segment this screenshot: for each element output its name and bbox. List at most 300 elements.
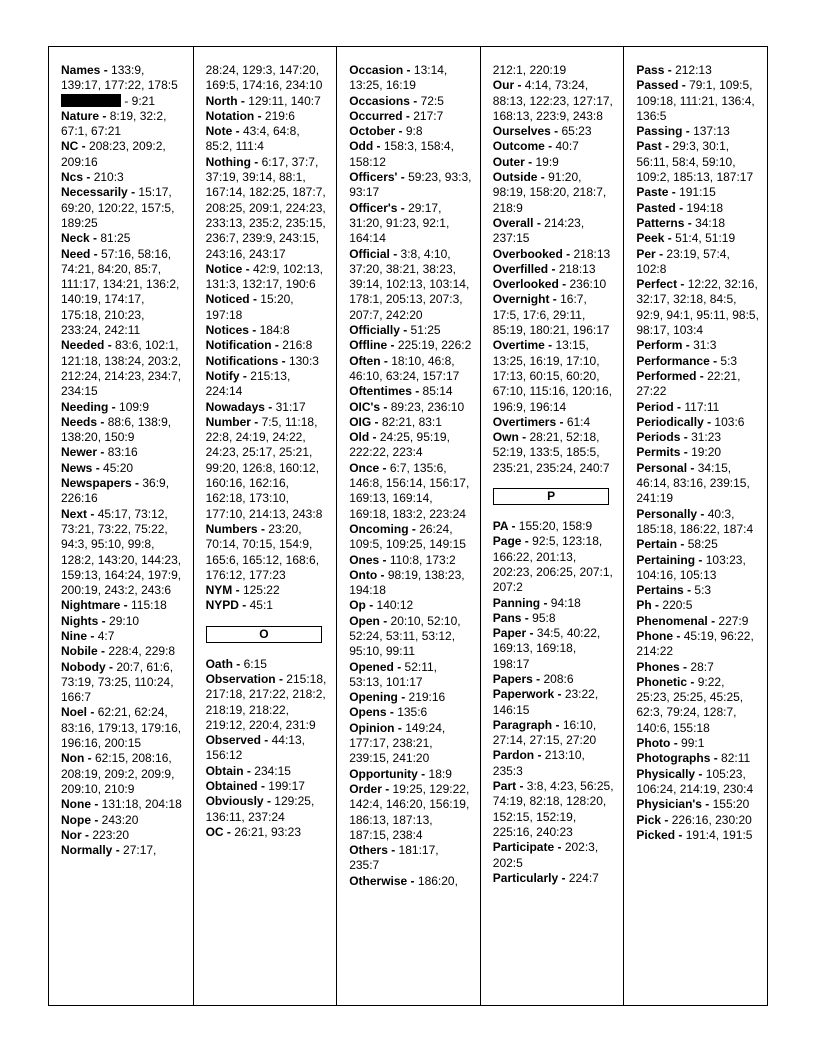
- index-term: NC: [61, 139, 79, 154]
- index-term: Paste: [636, 185, 669, 200]
- index-term: Overtimers: [492, 414, 557, 429]
- index-term: Once: [349, 460, 380, 475]
- index-refs: 98:19, 138:23, 194:18: [349, 567, 465, 598]
- index-term: Ones: [349, 552, 380, 567]
- index-refs: 191:4, 191:5: [685, 827, 753, 842]
- index-entry: Overtimers - 61:4: [492, 414, 591, 429]
- index-refs: 20:10, 52:10, 52:24, 53:11, 53:12, 95:10, 99:11: [349, 613, 461, 659]
- index-refs: 26:24, 109:5, 109:25, 149:15: [349, 521, 466, 552]
- index-term: Official: [349, 246, 390, 261]
- index-term: Officially: [349, 323, 400, 338]
- index-entry: Pans - 95:8: [492, 610, 556, 625]
- index-refs: 65:23: [561, 124, 592, 139]
- index-term: Often: [349, 353, 381, 368]
- index-refs: 45:19, 96:22, 214:22: [636, 628, 754, 659]
- index-refs: 34:15, 46:14, 83:16, 239:15, 241:19: [636, 460, 750, 506]
- index-term: Obtained: [205, 779, 258, 794]
- index-term: Paragraph: [492, 717, 553, 732]
- index-refs: 135:6: [397, 705, 428, 720]
- index-entry: Odd - 158:3, 158:4, 158:12: [349, 139, 454, 169]
- index-column: [336, 47, 480, 1005]
- index-entry: Often - 18:10, 46:8, 46:10, 63:24, 157:17: [349, 353, 460, 383]
- index-term: Oath: [205, 656, 233, 671]
- index-term: Occasions: [349, 93, 410, 108]
- index-refs: 129:11, 140:7: [248, 93, 321, 108]
- index-refs: 91:20, 98:19, 158:20, 218:7, 218:9: [492, 170, 607, 215]
- index-entry: Official - 3:8, 4:10, 37:20, 38:21, 38:23, 39:14, 102:13, 103:14, 178:1, 205:13, 207:3, 207:7, 242:20: [349, 246, 470, 322]
- index-refs: 234:15: [254, 763, 291, 778]
- index-refs: 85:14: [422, 384, 453, 399]
- index-entry: Non - 62:15, 208:16, 208:19, 209:2, 209:9, 209:10, 210:9: [61, 751, 175, 796]
- index-term: Nowadays: [205, 399, 265, 414]
- index-entry: PA - 155:20, 158:9: [492, 519, 593, 534]
- index-refs: 19:20: [691, 445, 722, 460]
- index-refs: 27:17,: [123, 843, 157, 858]
- index-refs: 45:17, 73:12, 73:21, 73:22, 75:22, 94:3, 95:10, 99:8, 128:2, 143:20, 144:23, 159:13, 164:24, 197:9, 200:19, 243:2, 243:6: [61, 506, 182, 598]
- index-entry: Paper - 34:5, 40:22, 169:13, 169:18, 198:17: [492, 626, 601, 671]
- index-column: [193, 47, 337, 1005]
- index-term: Obtain: [205, 763, 244, 778]
- index-term: Non: [61, 751, 85, 766]
- index-term: Occasion: [349, 63, 404, 77]
- index-term: Phenomenal: [636, 613, 708, 628]
- index-term: Number: [205, 414, 251, 429]
- index-entry: Officers' - 59:23, 93:3, 93:17: [349, 170, 472, 200]
- index-term: Pertain: [636, 537, 678, 552]
- index-entry: Overall - 214:23, 237:15: [492, 215, 585, 246]
- index-term: Opened: [349, 659, 394, 674]
- index-refs: 129:25, 136:11, 237:24: [205, 794, 315, 824]
- index-entry: OIG - 82:21, 83:1: [349, 414, 442, 429]
- index-entry: Obviously - 129:25, 136:11, 237:24: [205, 794, 315, 824]
- index-term: Opening: [349, 690, 398, 705]
- index-term: Overall: [492, 215, 534, 230]
- index-entry: Periodically - 103:6: [636, 414, 745, 429]
- index-term: Overfilled: [492, 261, 549, 276]
- index-term: Nobile: [61, 644, 98, 659]
- index-entry: Nope - 243:20: [61, 812, 139, 827]
- index-entry: Notice - 42:9, 102:13, 131:3, 132:17, 190:6: [205, 261, 324, 292]
- index-entry: Papers - 208:6: [492, 671, 574, 686]
- index-term: Next: [61, 506, 88, 521]
- index-refs: 216:8: [282, 338, 313, 353]
- index-entry: Opinion - 149:24, 177:17, 238:21, 239:15, 241:20: [349, 720, 446, 766]
- index-entry: Physician's - 155:20: [636, 797, 750, 812]
- index-entry: Noel - 62:21, 62:24, 83:16, 179:13, 179:16, 196:16, 200:15: [61, 705, 182, 751]
- index-refs: 212:13: [675, 63, 712, 77]
- index-entry: Past - 29:3, 30:1, 56:11, 58:4, 59:10, 109:2, 185:13, 187:17: [636, 139, 754, 185]
- index-refs: 94:18: [550, 595, 581, 610]
- index-refs: 24:25, 95:19, 222:22, 223:4: [349, 430, 450, 460]
- index-entry: Panning - 94:18: [492, 595, 581, 610]
- index-term: Perform: [636, 338, 683, 353]
- index-entry: Newer - 83:16: [61, 445, 138, 460]
- index-refs: 26:21, 93:23: [234, 824, 301, 839]
- index-refs: 52:11, 53:13, 101:17: [349, 659, 438, 689]
- index-refs: 217:7: [413, 108, 444, 123]
- index-entry: OIC's - 89:23, 236:10: [349, 399, 465, 414]
- index-term: Overlooked: [492, 277, 559, 292]
- index-term: Periodically: [636, 414, 704, 429]
- index-entry: Occasion - 13:14, 13:25, 16:19: [349, 63, 448, 93]
- index-term: Passing: [636, 124, 683, 139]
- index-term: Note: [205, 124, 233, 139]
- index-refs: 62:15, 208:16, 208:19, 209:2, 209:9, 209:10, 210:9: [61, 751, 175, 796]
- index-entry: Passed - 79:1, 109:5, 109:18, 111:21, 136:4, 136:5: [636, 78, 755, 123]
- index-entry: NYM - 125:22: [205, 583, 280, 598]
- index-refs: 34:18: [695, 215, 726, 230]
- index-refs: 8:19, 32:2, 67:1, 67:21: [61, 108, 167, 139]
- index-entry: Needs - 88:6, 138:9, 138:20, 150:9: [61, 414, 172, 445]
- index-refs: 4:7: [97, 628, 115, 643]
- index-entry: Needing - 109:9: [61, 399, 150, 414]
- index-entry: Perfect - 12:22, 32:16, 32:17, 32:18, 84:5, 92:9, 94:1, 95:11, 98:5, 98:17, 103:4: [636, 277, 759, 338]
- index-term: PA: [492, 519, 509, 534]
- index-term: Overtime: [492, 338, 545, 353]
- index-refs: 6:15: [243, 656, 267, 671]
- index-refs: 36:9, 226:16: [61, 476, 170, 506]
- index-entry: Once - 6:7, 135:6, 146:8, 156:14, 156:17, 169:13, 169:14, 169:18, 183:2, 223:24: [349, 460, 470, 521]
- index-refs: 219:16: [408, 690, 446, 705]
- index-entry: Outer - 19:9: [492, 154, 559, 169]
- index-term: Oftentimes: [349, 384, 412, 399]
- index-term: Ncs: [61, 170, 84, 185]
- index-term: Outside: [492, 170, 538, 185]
- index-term: Odd: [349, 139, 374, 154]
- index-entry: October - 9:8: [349, 124, 423, 139]
- index-term: Pardon: [492, 748, 535, 763]
- index-term: Picked: [636, 827, 676, 842]
- redaction-bar: [61, 94, 121, 107]
- index-refs: 243:20: [101, 812, 139, 827]
- index-term: Photo: [636, 736, 671, 751]
- index-entry: Officially - 51:25: [349, 323, 441, 338]
- index-entry: Performed - 22:21, 27:22: [636, 368, 741, 399]
- index-entry: Op - 140:12: [349, 598, 414, 613]
- index-refs: 115:18: [131, 598, 167, 613]
- index-entry: Phones - 28:7: [636, 659, 714, 674]
- index-term: Phonetic: [636, 674, 688, 689]
- index-refs: 59:23, 93:3, 93:17: [349, 170, 472, 200]
- index-entry: Participate - 202:3, 202:5: [492, 840, 599, 870]
- index-refs: 228:4, 229:8: [108, 644, 176, 659]
- index-term: Per: [636, 246, 656, 261]
- index-term: Patterns: [636, 215, 685, 230]
- index-refs: 51:4, 51:19: [675, 231, 736, 246]
- index-term: Performance: [636, 353, 710, 368]
- index-refs: 3:8, 4:10, 37:20, 38:21, 38:23, 39:14, 102:13, 103:14, 178:1, 205:13, 207:3, 207:7, 242:20: [349, 246, 470, 322]
- index-entry: Open - 20:10, 52:10, 52:24, 53:11, 53:12, 95:10, 99:11: [349, 613, 461, 659]
- index-refs: 42:9, 102:13, 131:3, 132:17, 190:6: [205, 261, 324, 292]
- index-term: Notify: [205, 368, 240, 383]
- index-refs: 184:8: [259, 323, 290, 338]
- index-term: Noel: [61, 705, 88, 720]
- index-refs: 44:13, 156:12: [205, 733, 305, 763]
- index-refs: 105:23, 106:24, 214:19, 230:4: [636, 766, 754, 796]
- index-entry: Nature - 8:19, 32:2, 67:1, 67:21: [61, 108, 167, 139]
- index-entry: Observation - 215:18, 217:18, 217:22, 218:2, 218:19, 218:22, 219:12, 220:4, 231:9: [205, 671, 327, 732]
- index-term: Period: [636, 399, 674, 414]
- index-term: Pertains: [636, 583, 684, 598]
- index-refs: 19:9: [535, 154, 559, 169]
- index-refs: 109:9: [119, 399, 150, 414]
- index-entry: Nothing - 6:17, 37:7, 37:19, 39:14, 88:1, 167:14, 182:25, 187:7, 208:25, 209:1, 224:23, 233:13, 235:2, 235:15, 236:7, 239:9, 243:15, 243:16, 243:17: [205, 154, 326, 261]
- index-entry: Nights - 29:10: [61, 613, 140, 628]
- index-term: Opportunity: [349, 766, 418, 781]
- index-refs: 5:3: [720, 353, 738, 368]
- index-refs: 186:20,: [417, 873, 458, 888]
- index-term: Performed: [636, 368, 697, 383]
- index-refs: 208:23, 209:2, 209:16: [61, 139, 166, 169]
- index-refs: 202:3, 202:5: [492, 840, 599, 870]
- index-entry: Necessarily - 15:17, 69:20, 120:22, 157:5, 189:25: [61, 185, 175, 230]
- index-entry: Overbooked - 218:13: [492, 246, 611, 261]
- index-entry: Obtained - 199:17: [205, 779, 305, 794]
- index-term: Phone: [636, 628, 674, 643]
- index-entry: Performance - 5:3: [636, 353, 738, 368]
- index-entry: Old - 24:25, 95:19, 222:22, 223:4: [349, 430, 450, 460]
- index-term: Newer: [61, 445, 98, 460]
- index-term: Needing: [61, 399, 109, 414]
- index-term: Participate: [492, 840, 555, 855]
- index-refs: 20:7, 61:6, 73:19, 73:25, 110:24, 166:7: [61, 659, 174, 705]
- index-refs: 149:24, 177:17, 238:21, 239:15, 241:20: [349, 720, 446, 766]
- index-term: Numbers: [205, 521, 258, 536]
- index-entry: Overnight - 16:7, 17:5, 17:6, 29:11, 85:19, 180:21, 196:17: [492, 292, 610, 338]
- index-column: [480, 47, 624, 1005]
- index-term: Peek: [636, 231, 665, 246]
- index-entry: Pick - 226:16, 230:20: [636, 812, 752, 827]
- index-entry: Normally - 27:17,: [61, 843, 157, 858]
- section-heading-o: O: [206, 626, 323, 643]
- index-refs: 28:24, 129:3, 147:20, 169:5, 174:16, 234:10: [205, 63, 323, 93]
- index-refs: 210:3: [93, 170, 124, 185]
- index-refs: 31:3: [693, 338, 717, 353]
- index-entry: Opens - 135:6: [349, 705, 428, 720]
- index-refs: 43:4, 64:8, 85:2, 111:4: [205, 124, 300, 154]
- index-refs: 3:8, 4:23, 56:25, 74:19, 82:18, 128:20, 152:15, 152:19, 225:16, 240:23: [492, 779, 614, 839]
- index-entry: Needed - 83:6, 102:1, 121:18, 138:24, 203:2, 212:24, 214:23, 234:7, 234:15: [61, 338, 182, 399]
- index-entry: Paperwork - 23:22, 146:15: [492, 687, 599, 717]
- index-term: Personally: [636, 506, 698, 521]
- index-entry: Phenomenal - 227:9: [636, 613, 749, 628]
- index-term: Nothing: [205, 154, 251, 169]
- index-refs: 110:8, 173:2: [389, 552, 456, 567]
- index-entry: Paste - 191:15: [636, 185, 716, 200]
- index-refs: 191:15: [679, 185, 716, 200]
- index-term: Needed: [61, 338, 105, 353]
- index-term: Nobody: [61, 659, 106, 674]
- index-term: Own: [492, 430, 519, 445]
- index-refs: 9:21: [131, 93, 156, 108]
- index-refs: 9:22, 25:23, 25:25, 45:25, 62:3, 79:24, 128:7, 140:6, 155:18: [636, 674, 744, 735]
- index-term: Observation: [205, 671, 276, 686]
- index-entry: Pertaining - 103:23, 104:16, 105:13: [636, 552, 746, 582]
- index-entry: Notify - 215:13, 224:14: [205, 368, 291, 399]
- index-refs: 15:17, 69:20, 120:22, 157:5, 189:25: [61, 185, 175, 230]
- index-entry: Page - 92:5, 123:18, 166:22, 201:13, 202:23, 206:25, 207:1, 207:2: [492, 534, 613, 595]
- index-term: Nightmare: [61, 598, 121, 613]
- index-refs: 15:20, 197:18: [205, 292, 294, 322]
- index-refs: 72:5: [420, 93, 444, 108]
- index-term: Our: [492, 78, 515, 93]
- index-entry: Opened - 52:11, 53:13, 101:17: [349, 659, 438, 689]
- index-term: Opinion: [349, 720, 395, 735]
- index-term: Papers: [492, 671, 533, 686]
- index-term: Open: [349, 613, 380, 628]
- index-refs: 81:25: [100, 231, 131, 246]
- index-entry: Phonetic - 9:22, 25:23, 25:25, 45:25, 62:3, 79:24, 128:7, 140:6, 155:18: [636, 674, 744, 735]
- index-entry: - 9:21: [61, 94, 185, 109]
- index-term: Otherwise: [349, 873, 408, 888]
- index-column: [49, 47, 193, 1005]
- index-refs: 224:7: [568, 870, 599, 885]
- index-refs: 83:16: [107, 445, 138, 460]
- index-term: Pertaining: [636, 552, 696, 567]
- index-refs: 82:21, 83:1: [381, 414, 442, 429]
- index-term: Outer: [492, 154, 525, 169]
- index-entry: Outcome - 40:7: [492, 139, 579, 154]
- index-entry: Occurred - 217:7: [349, 108, 444, 123]
- index-refs: 99:1: [681, 736, 705, 751]
- index-entry: Ph - 220:5: [636, 598, 693, 613]
- index-term: OIC's: [349, 399, 381, 414]
- index-term: Need: [61, 246, 91, 261]
- index-entry: Outside - 91:20, 98:19, 158:20, 218:7, 218:9: [492, 170, 607, 215]
- index-term: Pasted: [636, 200, 676, 215]
- index-entry: [206, 63, 329, 94]
- index-refs: 215:13, 224:14: [205, 368, 291, 399]
- index-term: News: [61, 460, 93, 475]
- index-refs: 92:5, 123:18, 166:22, 201:13, 202:23, 206:25, 207:1, 207:2: [492, 534, 613, 595]
- index-term: Phones: [636, 659, 680, 674]
- index-refs: 28:7: [690, 659, 714, 674]
- index-term: None: [61, 797, 91, 812]
- index-term: Ph: [636, 598, 652, 613]
- section-heading-p: P: [493, 488, 610, 505]
- index-refs: 130:3: [288, 353, 319, 368]
- index-refs: 155:20: [712, 797, 750, 812]
- index-entry: Next - 45:17, 73:12, 73:21, 73:22, 75:22, 94:3, 95:10, 99:8, 128:2, 143:20, 144:23, 159:13, 164:24, 197:9, 200:19, 243:2, 243:6: [61, 506, 182, 598]
- index-term: Opens: [349, 705, 387, 720]
- index-term: Obviously: [205, 794, 264, 809]
- index-refs: 31:17: [275, 399, 306, 414]
- index-term: Periods: [636, 430, 681, 445]
- index-entry: Nowadays - 31:17: [205, 399, 306, 414]
- index-entry: Offline - 225:19, 226:2: [349, 338, 472, 353]
- index-term: Notice: [205, 261, 243, 276]
- index-term: Nope: [61, 812, 91, 827]
- index-entry: Ncs - 210:3: [61, 170, 124, 185]
- index-entry: Own - 28:21, 52:18, 52:19, 133:5, 185:5, 235:21, 235:24, 240:7: [492, 430, 610, 475]
- index-entry: Periods - 31:23: [636, 430, 722, 445]
- index-term: Perfect: [636, 277, 678, 292]
- index-term: Nature: [61, 108, 100, 123]
- index-refs: 22:21, 27:22: [636, 368, 741, 399]
- index-refs: 223:20: [92, 827, 130, 842]
- index-term: Personal: [636, 460, 688, 475]
- index-refs: 214:23, 237:15: [492, 215, 585, 246]
- index-term: NYM: [205, 583, 233, 598]
- index-refs: 218:13: [573, 246, 611, 261]
- index-refs: 7:5, 11:18, 22:8, 24:19, 24:22, 24:23, 25:17, 25:21, 99:20, 126:8, 160:12, 160:16, 162:16, 162:18, 173:10, 177:10, 214:13, 243:8: [205, 414, 323, 521]
- index-entry: Others - 181:17, 235:7: [349, 843, 439, 873]
- index-term: Photographs: [636, 751, 711, 766]
- index-refs: 40:3, 185:18, 186:22, 187:4: [636, 506, 754, 536]
- index-entry: [493, 63, 616, 78]
- index-refs: 137:13: [693, 124, 730, 139]
- index-entry: News - 45:20: [61, 460, 134, 475]
- index-term: Passed: [636, 78, 679, 93]
- index-refs: 133:9, 139:17, 177:22, 178:5: [61, 63, 178, 93]
- index-refs: 82:11: [721, 751, 751, 766]
- index-refs: 16:7, 17:5, 17:6, 29:11, 85:19, 180:21, 196:17: [492, 292, 610, 338]
- index-refs: 236:10: [569, 277, 607, 292]
- index-term: Past: [636, 139, 662, 154]
- index-term: Neck: [61, 231, 90, 246]
- index-term: Panning: [492, 595, 541, 610]
- index-term: North: [205, 93, 238, 108]
- index-refs: 45:1: [249, 598, 273, 613]
- index-refs: 57:16, 58:16, 74:21, 84:20, 85:7, 111:17, 134:21, 136:2, 140:19, 174:17, 175:18, 210:23, 233:24, 242:11: [61, 246, 180, 338]
- index-entry: Pertain - 58:25: [636, 537, 718, 552]
- index-refs: 213:10, 235:3: [492, 748, 585, 778]
- index-refs: 29:10: [109, 613, 140, 628]
- index-term: Paper: [492, 626, 527, 641]
- index-term: Names: [61, 63, 101, 77]
- index-refs: 40:7: [555, 139, 579, 154]
- index-entry: Photo - 99:1: [636, 736, 705, 751]
- index-entry: Pasted - 194:18: [636, 200, 724, 215]
- index-refs: 13:15, 13:25, 16:19, 17:10, 17:13, 60:15, 60:20, 67:10, 115:16, 120:16, 196:9, 196:14: [492, 338, 612, 414]
- index-entry: Nightmare - 115:18: [61, 598, 167, 613]
- index-entry: Order - 19:25, 129:22, 142:4, 146:20, 156:19, 186:13, 187:13, 187:15, 238:4: [349, 781, 470, 842]
- index-refs: 79:1, 109:5, 109:18, 111:21, 136:4, 136:5: [636, 78, 755, 123]
- index-refs: 220:5: [662, 598, 693, 613]
- index-term: Needs: [61, 414, 98, 429]
- index-entry: Overlooked - 236:10: [492, 277, 607, 292]
- index-refs: 61:4: [566, 414, 591, 429]
- index-entry: Permits - 19:20: [636, 445, 722, 460]
- index-entry: NC - 208:23, 209:2, 209:16: [61, 139, 166, 169]
- index-refs: 131:18, 204:18: [101, 797, 182, 812]
- index-refs: 13:14, 13:25, 16:19: [349, 63, 448, 93]
- index-term: Nine: [61, 628, 88, 643]
- index-refs: 19:25, 129:22, 142:4, 146:20, 156:19, 186:13, 187:13, 187:15, 238:4: [349, 781, 470, 842]
- index-refs: 45:20: [103, 460, 134, 475]
- index-entry: Nine - 4:7: [61, 628, 115, 643]
- index-refs: 23:19, 57:4, 102:8: [636, 246, 730, 276]
- index-entry: Our - 4:14, 73:24, 88:13, 122:23, 127:17, 168:13, 223:9, 243:8: [492, 78, 613, 123]
- index-term: Outcome: [492, 139, 545, 154]
- index-refs: 5:3: [694, 583, 712, 598]
- index-refs: 215:18, 217:18, 217:22, 218:2, 218:19, 218:22, 219:12, 220:4, 231:9: [205, 671, 327, 732]
- index-term: Notation: [205, 108, 255, 123]
- index-term: Overnight: [492, 292, 550, 307]
- index-refs: 58:25: [687, 537, 718, 552]
- index-entry: Part - 3:8, 4:23, 56:25, 74:19, 82:18, 128:20, 152:15, 152:19, 225:16, 240:23: [492, 779, 614, 839]
- index-term: Officer's: [349, 200, 398, 215]
- index-entry: Notification - 216:8: [205, 338, 313, 353]
- index-entry: Oncoming - 26:24, 109:5, 109:25, 149:15: [349, 521, 466, 552]
- index-entry: OC - 26:21, 93:23: [205, 824, 301, 839]
- index-refs: 89:23, 236:10: [390, 399, 465, 414]
- index-term: Offline: [349, 338, 388, 353]
- index-entry: Peek - 51:4, 51:19: [636, 231, 736, 246]
- index-entry: Otherwise - 186:20,: [349, 873, 458, 888]
- index-entry: Ourselves - 65:23: [492, 124, 592, 139]
- index-refs: 18:9: [428, 766, 452, 781]
